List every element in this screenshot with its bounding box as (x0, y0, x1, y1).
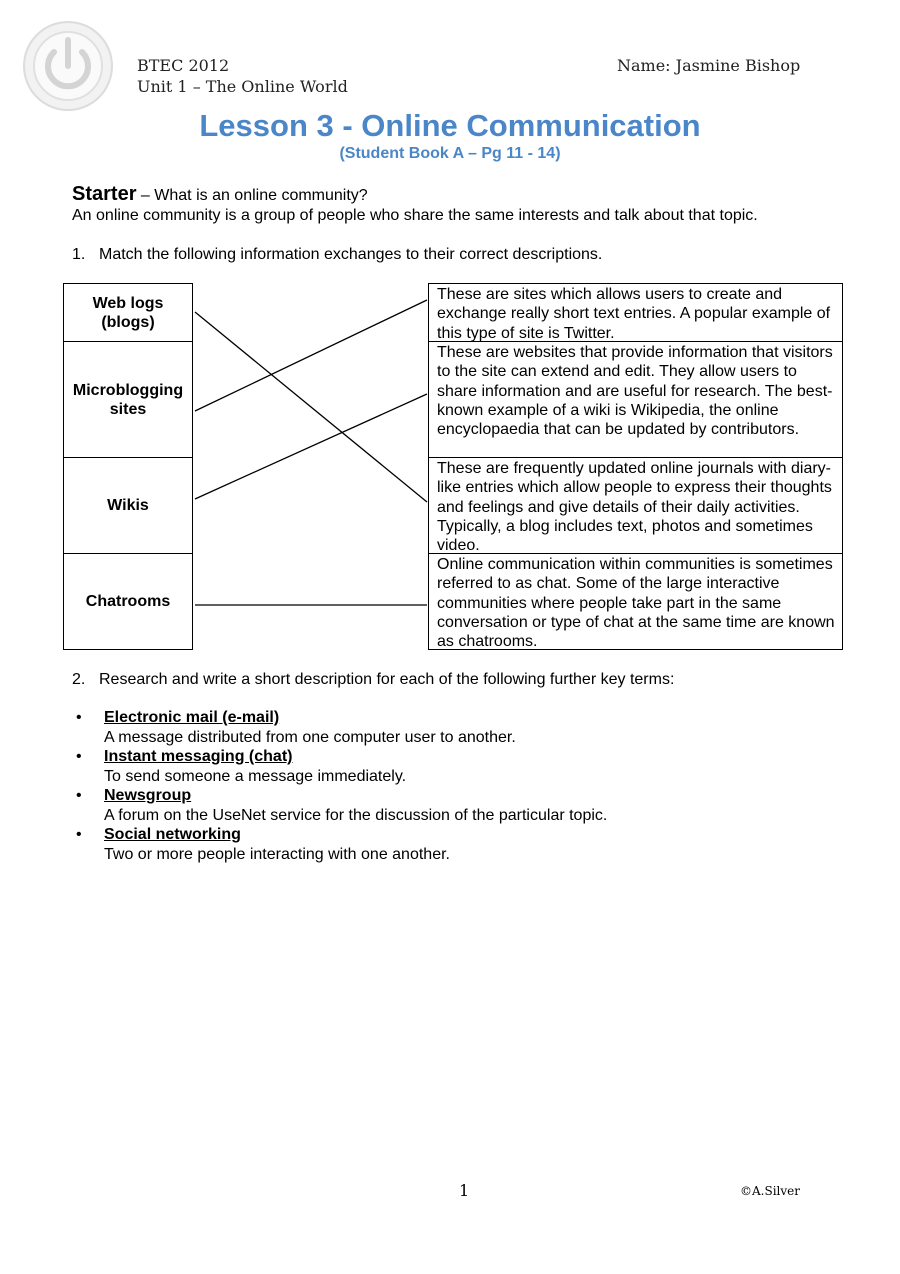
unit-label: Unit 1 – The Online World (137, 77, 348, 96)
description-box-chatrooms: Online communication within communities is sometimes referred to as chat. Some of the large interactive communities where people take part in the same conversation or type of chat at the same time are known as chatrooms. (428, 553, 843, 650)
key-term: Social networking (104, 826, 241, 843)
term-box-chatrooms: Chatrooms (63, 553, 193, 650)
match-line-microblogging (195, 300, 427, 411)
copyright-notice: ©A.Silver (740, 1184, 800, 1198)
key-term-definition: A message distributed from one computer user to another. (104, 728, 516, 746)
key-term-definition: Two or more people interacting with one another. (104, 845, 450, 863)
starter-answer: An online community is a group of people who share the same interests and talk about that topic. (72, 207, 758, 224)
key-term: Electronic mail (e-mail) (104, 709, 280, 726)
starter-question (72, 182, 368, 208)
question-text: Match the following information exchanges to their correct descriptions. (99, 246, 603, 263)
power-button-icon (22, 20, 114, 112)
match-line-wikis (195, 394, 427, 499)
list-item (72, 786, 607, 825)
list-item (72, 708, 607, 747)
page-subtitle: (Student Book A – Pg 11 - 14) (339, 145, 561, 162)
bullet-icon: • (76, 826, 82, 843)
student-name: Name: Jasmine Bishop (617, 56, 801, 75)
match-line-blogs (195, 312, 427, 502)
list-item (72, 825, 607, 864)
bullet-icon: • (76, 748, 82, 765)
bullet-icon: • (76, 709, 82, 726)
term-box-wikis: Wikis (63, 457, 193, 554)
description-box-microblogging: These are sites which allows users to create and exchange really short text entries. A popular example of this type of site is Twitter. (428, 283, 843, 342)
question-1 (72, 245, 602, 265)
page-title: Lesson 3 - Online Communication (199, 108, 701, 143)
key-term: Newsgroup (104, 787, 192, 804)
question-text: Research and write a short description for each of the following further key terms: (99, 671, 675, 688)
description-box-blogs: These are frequently updated online journals with diary-like entries which allow people to express their thoughts and feelings and give details of their daily activities. Typically, a blog includes text, photos and sometimes video. (428, 457, 843, 554)
description-box-wikis: These are websites that provide information that visitors to the site can extend and edit. They allow users to share information and are useful for research. The best-known example of a wiki is Wikipedia, the online encyclopaedia that can be updated by contributors. (428, 341, 843, 458)
header-course-info (137, 55, 348, 97)
starter-label: Starter (72, 183, 137, 205)
question-number: 2. (72, 671, 86, 688)
key-terms-list (72, 708, 607, 864)
question-2 (72, 670, 674, 690)
question-number: 1. (72, 246, 86, 263)
bullet-icon: • (76, 787, 82, 804)
term-box-microblogging: Microblogging sites (63, 341, 193, 458)
course-label: BTEC 2012 (137, 56, 230, 75)
page-number: 1 (459, 1181, 470, 1200)
key-term-definition: To send someone a message immediately. (104, 767, 407, 785)
list-item (72, 747, 607, 786)
term-box-blogs: Web logs (blogs) (63, 283, 193, 342)
key-term-definition: A forum on the UseNet service for the discussion of the particular topic. (104, 806, 608, 824)
starter-question-text: – What is an online community? (136, 187, 368, 204)
key-term: Instant messaging (chat) (104, 748, 293, 765)
